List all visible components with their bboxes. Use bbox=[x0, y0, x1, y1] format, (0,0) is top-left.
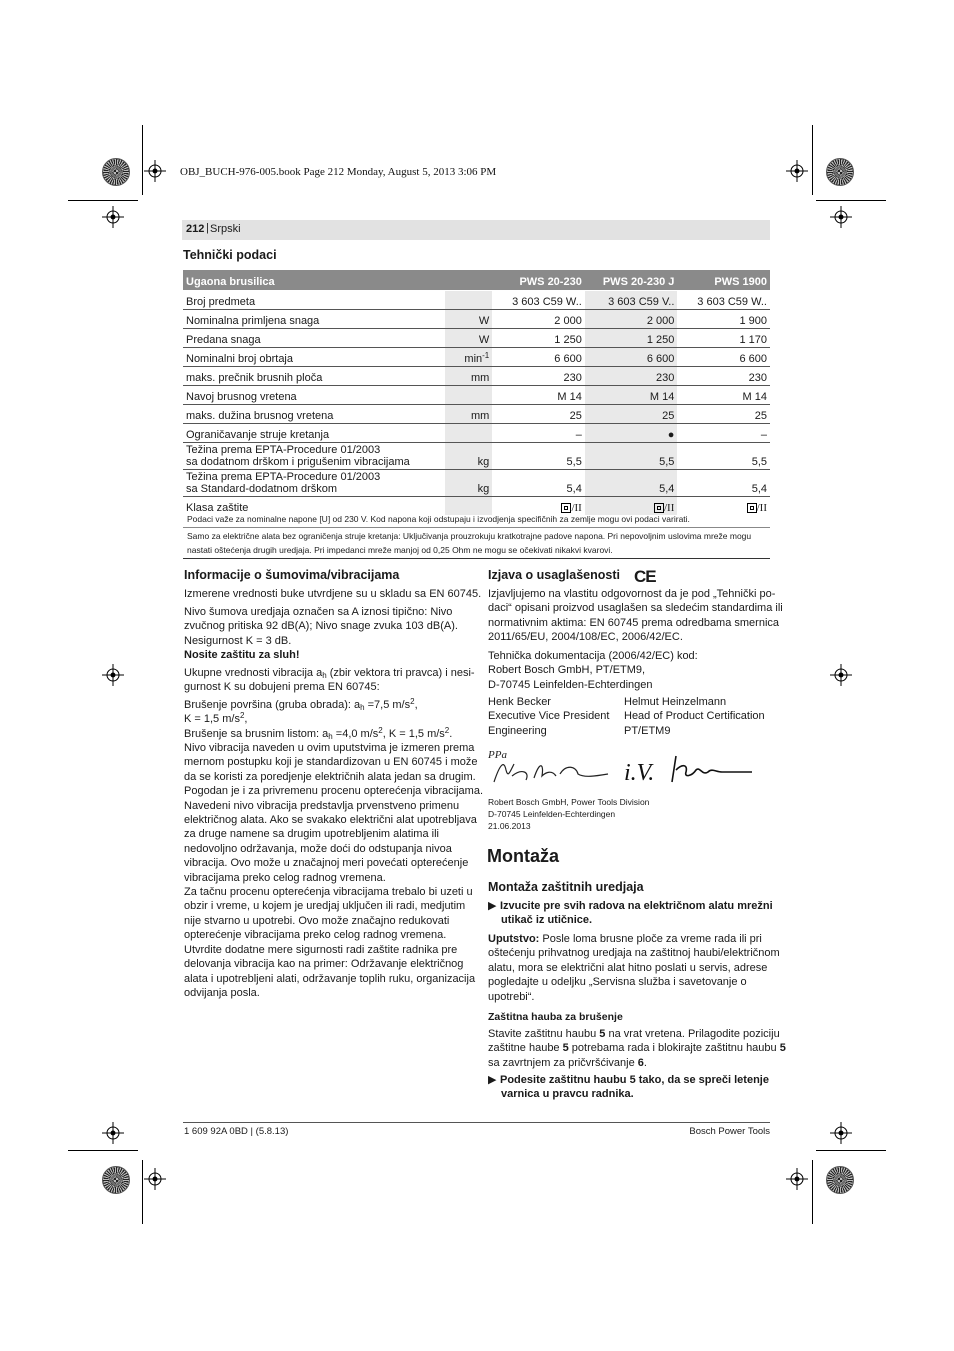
row-label: Nominalni broj obrtaja bbox=[183, 348, 445, 367]
registration-mark-icon bbox=[102, 1122, 124, 1144]
table-row bbox=[183, 443, 770, 470]
noise-text: Nesigurnost K = 3 dB. bbox=[184, 635, 292, 647]
table-row bbox=[183, 470, 770, 497]
text-line: električnog alata. Ako se svakako električni alat upotrebljava bbox=[184, 814, 477, 827]
row-label-line: sa Standard-dodatnom drškom bbox=[186, 483, 338, 495]
text-span: (zbir vektora tri pravca) i nesi- bbox=[326, 667, 475, 679]
text-line: Podesite zaštitnu haubu 5 tako, da se spreči letenje bbox=[500, 1074, 769, 1086]
text-line: 21.06.2013 bbox=[488, 821, 531, 831]
text-span: potrebama rada i blokirajte zaštitnu haubu bbox=[568, 1042, 780, 1055]
row-value: 5,4 bbox=[677, 470, 770, 497]
text-span: . bbox=[643, 1056, 647, 1069]
table-row bbox=[183, 386, 770, 405]
bullet-triangle-icon: ▶ bbox=[488, 900, 497, 912]
registration-mark-icon bbox=[830, 1122, 852, 1144]
row-unit: W bbox=[445, 329, 492, 348]
text-line: alatu, mora se električni alat hitno poslati u servis, adrese bbox=[488, 961, 768, 974]
text-line: 2011/65/EU, 2004/108/EC, 2006/42/EC. bbox=[488, 631, 683, 644]
text-line: D-70745 Leinfelden-Echterdingen bbox=[488, 809, 616, 819]
registration-mark-icon bbox=[144, 160, 166, 182]
row-value: 230 bbox=[492, 367, 585, 386]
text-line: opterećenje vibracijama preko celog radnog vremena. bbox=[184, 929, 447, 942]
noise-text: Izmerene vrednosti buke utvrdjene su u skladu sa EN 60745. bbox=[184, 588, 482, 600]
assembly-note bbox=[488, 932, 780, 1004]
text-span: =4,0 m/s bbox=[332, 728, 379, 740]
unit-text: min bbox=[464, 353, 483, 365]
table-header-cell: PWS 20-230 bbox=[492, 270, 585, 291]
text-line: Utvrdite dodatne mere sigurnosti radi zaštite radnika pre bbox=[184, 943, 458, 956]
text-line: varnica u pravcu radnika. bbox=[501, 1088, 634, 1101]
registration-mark-icon bbox=[102, 206, 124, 228]
assembly-title: Montaža bbox=[487, 846, 559, 866]
row-value: 25 bbox=[677, 405, 770, 424]
subscript: h bbox=[360, 703, 365, 712]
ref-number: 5 bbox=[599, 1028, 606, 1040]
subscript: h bbox=[328, 732, 333, 741]
noise-text: Nivo šumova uredjaja označen sa A iznosi tipično: Nivo bbox=[184, 606, 453, 618]
ref-number: 6 bbox=[637, 1056, 644, 1069]
protection-class-label: /II bbox=[664, 502, 675, 514]
row-label-line: sa dodatnom drškom i prigušenim vibracijama bbox=[186, 456, 410, 468]
row-value: 3 603 C59 V.. bbox=[585, 291, 678, 310]
text-line: utikač iz utičnice. bbox=[501, 914, 593, 927]
row-value: 5,5 bbox=[677, 443, 770, 470]
superscript: 2 bbox=[410, 697, 415, 706]
row-value: 25 bbox=[585, 405, 678, 424]
text-line: oštećenju prihvatnog uredjaja na zaštitnoj haubi/električnom bbox=[488, 947, 780, 960]
row-value: ● bbox=[585, 424, 678, 443]
assembly-heading: Montaža zaštitnih uredjaja bbox=[488, 880, 644, 894]
protection-class-label: /II bbox=[756, 502, 767, 514]
page-header-bar bbox=[182, 220, 770, 240]
superscript: 2 bbox=[444, 726, 450, 735]
note-label: Uputstvo: bbox=[488, 933, 540, 945]
row-unit: kg bbox=[445, 470, 492, 497]
text-span: Brušenje površina (gruba obrada): a bbox=[184, 699, 361, 711]
superscript: 2 bbox=[378, 726, 383, 735]
row-value: M 14 bbox=[585, 386, 678, 405]
registration-mark-icon bbox=[786, 160, 808, 182]
row-unit: mm bbox=[445, 405, 492, 424]
row-label: maks. dužina brusnog vretena bbox=[183, 405, 445, 424]
conformity-text bbox=[488, 587, 783, 645]
row-value: 2 000 bbox=[585, 310, 678, 329]
table-header-cell: Ugaona brusilica bbox=[183, 270, 492, 291]
noise-heading: Informacije o šumovima/vibracijama bbox=[184, 568, 400, 582]
signatures-image bbox=[486, 742, 766, 792]
ref-number: 5 bbox=[562, 1042, 569, 1055]
row-value bbox=[677, 497, 770, 516]
row-value: 3 603 C59 W.. bbox=[677, 291, 770, 310]
row-unit bbox=[445, 424, 492, 443]
print-header: OBJ_BUCH-976-005.book Page 212 Monday, August 5, 2013 3:06 PM bbox=[180, 166, 497, 178]
row-unit bbox=[445, 348, 492, 367]
row-label: Ograničavanje struje kretanja bbox=[183, 424, 445, 443]
subscript: h bbox=[322, 671, 327, 680]
row-unit bbox=[445, 291, 492, 310]
divider bbox=[183, 527, 770, 528]
row-label bbox=[183, 443, 445, 470]
row-value: 25 bbox=[492, 405, 585, 424]
row-value: 2 000 bbox=[492, 310, 585, 329]
superscript: 2 bbox=[239, 711, 245, 720]
separator: | bbox=[206, 222, 209, 234]
text-line: za druge namene sa drugim upotrebljenim alatima ili bbox=[184, 828, 439, 841]
row-label: Nominalna primljena snaga bbox=[183, 310, 445, 329]
text-line: alata i upotrebljeni alati, održavanje toplih ruku, organizacija bbox=[184, 972, 476, 985]
row-unit: W bbox=[445, 310, 492, 329]
row-value: 6 600 bbox=[492, 348, 585, 367]
row-value: 6 600 bbox=[677, 348, 770, 367]
text-span: sa zavrtnjem za pričvršćivanje bbox=[488, 1056, 638, 1069]
text-span: , K = 1,5 m/s bbox=[382, 728, 445, 740]
text-line: Posle loma brusne ploče za vreme rada ili pri bbox=[539, 933, 762, 945]
warning-bullet bbox=[488, 899, 773, 928]
registration-mark-icon bbox=[786, 1168, 808, 1190]
row-label: Navoj brusnog vretena bbox=[183, 386, 445, 405]
page-language: Srpski bbox=[210, 223, 241, 235]
registration-mark-icon bbox=[144, 1168, 166, 1190]
instruction-bullet bbox=[488, 1073, 769, 1102]
row-value: 5,4 bbox=[585, 470, 678, 497]
registration-mark-icon bbox=[830, 664, 852, 686]
text-line: Head of Product Certification bbox=[624, 710, 765, 723]
text-line: obzir i vreme, u kojem je uredjaj uključen ili radi, medjutim bbox=[184, 900, 466, 913]
text-span: zaštitne haube bbox=[488, 1042, 563, 1055]
table-header-cell: PWS 20-230 J bbox=[585, 270, 678, 291]
crop-mark bbox=[142, 125, 143, 195]
noise-text: zvučnog pritiska 92 dB(A); Nivo snage zvuka 103 dB(A). bbox=[184, 620, 458, 632]
text-line: Pogodan je i za privremenu procenu opterećenja vibracijama. bbox=[184, 785, 484, 798]
registration-mark-icon bbox=[102, 664, 124, 686]
text-span: =7,5 m/s bbox=[364, 699, 411, 711]
row-value: – bbox=[492, 424, 585, 443]
row-value: – bbox=[677, 424, 770, 443]
text-line: Izvucite pre svih radova na električnom alatu mrežni bbox=[500, 900, 773, 912]
text-line: D-70745 Leinfelden-Echterdingen bbox=[488, 678, 653, 691]
text-line: nedovoljno održavanja, može doći do odstupanja nivoa bbox=[184, 842, 452, 855]
crop-mark bbox=[812, 125, 813, 195]
row-value: 1 250 bbox=[585, 329, 678, 348]
row-value: 1 250 bbox=[492, 329, 585, 348]
signature-iv: i.V. bbox=[624, 760, 655, 786]
guard-subheading: Zaštitna hauba za brušenje bbox=[488, 1011, 623, 1023]
footer-brand: Bosch Power Tools bbox=[689, 1126, 770, 1137]
table-row bbox=[183, 424, 770, 443]
crop-mark bbox=[68, 200, 138, 201]
table-row bbox=[183, 367, 770, 386]
text-span: Stavite zaštitnu haubu bbox=[488, 1028, 600, 1040]
table-header-row bbox=[183, 270, 770, 291]
row-value: 5,5 bbox=[492, 443, 585, 470]
text-line: Henk Becker bbox=[488, 696, 551, 708]
color-target-icon bbox=[102, 1166, 130, 1194]
table-note: Samo za električne alata bez ograničenja struje kretanja: Uključivanja prouzrokuju kratkotrajne padove napona. Pri nepovoljnim uslovima mreže mogu bbox=[187, 531, 752, 541]
text-line: delovanja vibracija kao na primer: Održavanje električnog bbox=[184, 958, 464, 971]
row-value: 1 900 bbox=[677, 310, 770, 329]
ce-mark-icon: CE bbox=[634, 567, 656, 586]
table-row bbox=[183, 329, 770, 348]
text-span: K = 1,5 m/s bbox=[184, 713, 240, 725]
tech-doc-text bbox=[488, 649, 698, 692]
ref-number: 5 bbox=[779, 1042, 786, 1055]
ear-warning: Nosite zaštitu za sluh! bbox=[184, 649, 300, 661]
text-line: odvijanja posla. bbox=[184, 986, 260, 999]
text-line: mernom postupku koji je standardizovan u EN 60745 i može bbox=[184, 756, 478, 769]
table-note: nastati oštećenja drugih uredjaja. Pri impedanci mreže manjoj od 0,25 Ohm ne mogu se očekivati nikakvi kvarovi. bbox=[187, 545, 613, 555]
crop-mark bbox=[142, 1160, 143, 1224]
protection-class-icon bbox=[747, 503, 757, 513]
color-target-icon bbox=[102, 158, 130, 186]
row-value: 230 bbox=[677, 367, 770, 386]
text-line: Nivo vibracija naveden u ovim uputstvima je izmeren prema bbox=[184, 742, 475, 754]
registration-mark-icon bbox=[830, 206, 852, 228]
signatory-right bbox=[624, 695, 765, 738]
bullet-triangle-icon: ▶ bbox=[488, 1074, 497, 1086]
text-line: daci“ opisani proizvod usaglašen sa sledećim standardima ili bbox=[488, 602, 783, 615]
tech-table bbox=[183, 270, 770, 515]
text-line: pogledajte u odeljku „Servisna služba i savetovanje o bbox=[488, 976, 747, 989]
row-label-line: Težina prema EPTA-Procedure 01/2003 bbox=[186, 444, 381, 456]
row-value: 1 170 bbox=[677, 329, 770, 348]
footer-doc-number: 1 609 92A 0BD | (5.8.13) bbox=[184, 1126, 289, 1137]
row-unit: kg bbox=[445, 443, 492, 470]
table-row bbox=[183, 405, 770, 424]
text-line: Robert Bosch GmbH, PT/ETM9, bbox=[488, 664, 646, 677]
text-line: Navedeni nivo vibracija predstavlja prvenstveno primenu bbox=[184, 799, 460, 812]
row-label: Broj predmeta bbox=[183, 291, 445, 310]
table-row bbox=[183, 291, 770, 310]
color-target-icon bbox=[826, 158, 854, 186]
footer-rule bbox=[183, 1122, 770, 1123]
text-line: Izjavljujemo na vlastitu odgovornost da je pod „Tehnički po- bbox=[488, 588, 776, 600]
unit-exponent: -1 bbox=[482, 351, 490, 360]
text-line: nije stvarno u upotrebi. Ovo može značajno redukovati bbox=[184, 914, 450, 927]
divider bbox=[183, 558, 770, 559]
text-span: . bbox=[449, 728, 453, 740]
row-value: M 14 bbox=[677, 386, 770, 405]
crop-mark bbox=[816, 200, 886, 201]
color-target-icon bbox=[826, 1166, 854, 1194]
row-unit bbox=[445, 386, 492, 405]
text-line: upotrebi“. bbox=[488, 990, 535, 1003]
text-line: Tehnička dokumentacija (2006/42/EC) kod: bbox=[488, 650, 698, 662]
table-row bbox=[183, 348, 770, 367]
table-row bbox=[183, 310, 770, 329]
signatory-left bbox=[488, 695, 609, 738]
text-line: Engineering bbox=[488, 724, 547, 737]
row-value: 5,5 bbox=[585, 443, 678, 470]
row-value: 230 bbox=[585, 367, 678, 386]
signature-ppa: PPa bbox=[488, 749, 507, 761]
row-value: M 14 bbox=[492, 386, 585, 405]
text-span: na vrat vretena. Prilagodite poziciju bbox=[605, 1028, 780, 1040]
row-value: 6 600 bbox=[585, 348, 678, 367]
row-label-line: Težina prema EPTA-Procedure 01/2003 bbox=[186, 471, 381, 483]
crop-mark bbox=[816, 1150, 886, 1151]
text-span: Brušenje sa brusnim listom: a bbox=[184, 728, 329, 740]
text-line: normativnim aktima: EN 60745 prema odredbama smernica bbox=[488, 616, 780, 629]
text-span: , bbox=[244, 713, 248, 725]
text-line: PT/ETM9 bbox=[624, 724, 671, 737]
text-line: da se koristi za poredjenje električnih alata jedan sa drugim. bbox=[184, 770, 476, 783]
vibration-text: gurnost K su dobujeni prema EN 60745: bbox=[184, 681, 380, 693]
table-header-cell: PWS 1900 bbox=[677, 270, 770, 291]
row-label bbox=[183, 470, 445, 497]
row-label: Predana snaga bbox=[183, 329, 445, 348]
vibration-paragraph bbox=[184, 741, 483, 1000]
row-label: maks. prečnik brusnih ploča bbox=[183, 367, 445, 386]
text-span: Ukupne vrednosti vibracija a bbox=[184, 667, 323, 679]
text-span: , bbox=[414, 699, 418, 711]
protection-class-label: /II bbox=[571, 502, 582, 514]
text-line: vibracijama preko celog radnog vremena. bbox=[184, 871, 386, 884]
row-value: 3 603 C59 W.. bbox=[492, 291, 585, 310]
text-line: vibracija. Ovo može u značajnoj meri povećati opterećenje bbox=[184, 857, 469, 870]
text-line: Executive Vice President bbox=[488, 710, 610, 723]
row-unit: mm bbox=[445, 367, 492, 386]
crop-mark bbox=[68, 1150, 138, 1151]
table-note: Podaci važe za nominalne napone [U] od 230 V. Kod napona koji odstupaju i izvodjenja specifičnih za zemlje mogu ovi podaci varirati. bbox=[187, 514, 690, 524]
conformity-heading: Izjava o usaglašenosti bbox=[488, 568, 620, 582]
text-line: Helmut Heinzelmann bbox=[624, 696, 727, 708]
row-label: Klasa zaštite bbox=[186, 502, 249, 514]
company-address bbox=[488, 796, 649, 832]
guard-text bbox=[488, 1027, 786, 1070]
row-value: 5,4 bbox=[492, 470, 585, 497]
crop-mark bbox=[812, 1160, 813, 1224]
page-number: 212 bbox=[186, 223, 205, 235]
text-line: Za tačnu procenu opterećenja vibracijama trebalo bi uzeti u bbox=[184, 886, 473, 899]
text-line: Robert Bosch GmbH, Power Tools Division bbox=[488, 797, 650, 807]
tech-heading: Tehnički podaci bbox=[183, 248, 277, 262]
